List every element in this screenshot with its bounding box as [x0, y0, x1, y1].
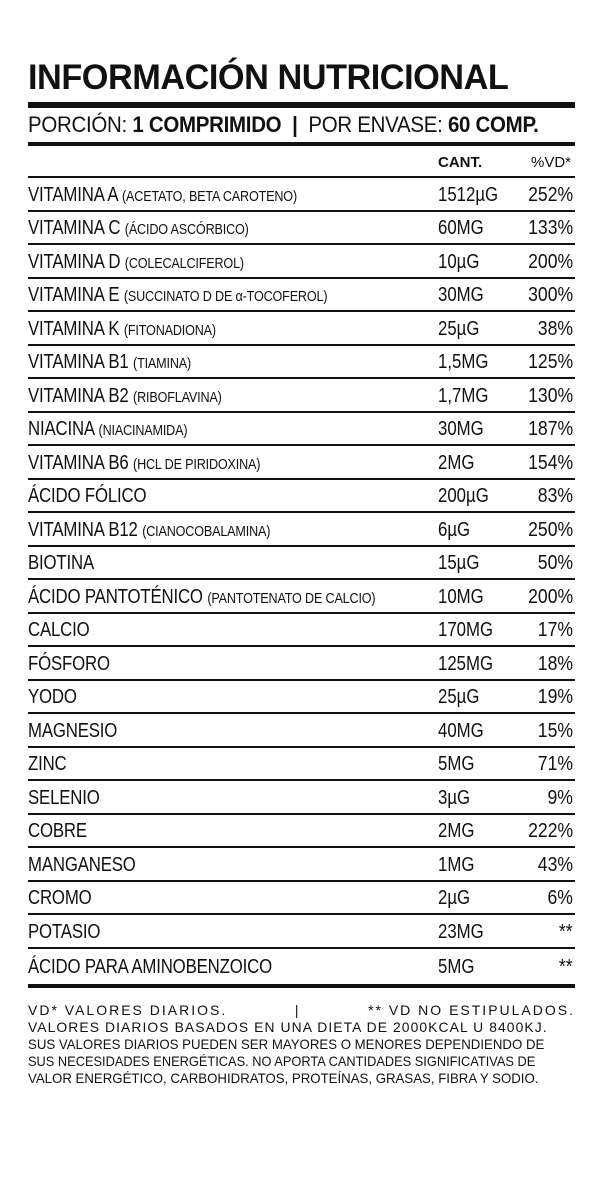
footnote [28, 1002, 575, 1087]
nutrient-name [28, 956, 272, 979]
portion-label: PORCIÓN: [28, 112, 127, 137]
nutrient-name [28, 485, 146, 508]
nutrient-amount: 23MG [438, 920, 484, 943]
nutrient-label: SELENIO [28, 786, 100, 809]
nutrient-name [28, 820, 87, 843]
serving-separator: | [292, 112, 298, 137]
nutrient-daily-value: 50% [537, 552, 573, 574]
footnote-line-3: SUS VALORES DIARIOS PUEDEN SER MAYORES O MENORES DEPENDIENDO DE [28, 1036, 545, 1052]
nutrient-label: ÁCIDO FÓLICO [28, 485, 147, 507]
nutrient-amount: 1512µG [438, 183, 499, 206]
nutrient-label: MANGANESO [28, 853, 136, 876]
nutrient-amount: 3µG [438, 786, 471, 809]
nutrient-label: ÁCIDO PARA AMINOBENZOICO [28, 956, 272, 978]
nutrient-daily-value: 200% [527, 585, 573, 608]
table-row [28, 178, 575, 212]
nutrient-amount: 2MG [438, 820, 475, 842]
nutrient-amount: 60MG [438, 217, 484, 239]
table-row [28, 580, 575, 614]
nutrient-name [28, 653, 110, 676]
nutrient-name [28, 586, 375, 609]
nutrient-amount: 10µG [438, 250, 480, 273]
nutrient-daily-value: 17% [537, 619, 573, 641]
table-row [28, 949, 575, 983]
nutrient-amount: 5MG [438, 753, 475, 775]
nutrient-source: (RIBOFLAVINA) [133, 388, 222, 406]
nutrient-label: POTASIO [28, 920, 101, 943]
nutrient-source: (ÁCIDO ASCÓRBICO) [124, 221, 249, 238]
nutrient-daily-value: 71% [537, 753, 573, 775]
nutrient-daily-value: 38% [537, 317, 573, 340]
nutrient-amount: 6µG [438, 518, 471, 541]
table-row [28, 513, 575, 547]
nutrient-name [28, 787, 100, 810]
nutrient-daily-value: 252% [527, 183, 573, 206]
nutrient-daily-value: 300% [527, 284, 573, 306]
nutrient-amount: 1MG [438, 853, 475, 876]
nutrient-name [28, 251, 244, 274]
nutrient-source: (NIACINAMIDA) [98, 422, 188, 439]
nutrient-label: NIACINA [28, 418, 95, 440]
nutrient-label: ÁCIDO PANTOTÉNICO [28, 585, 203, 608]
table-row [28, 614, 575, 648]
nutrient-daily-value: 200% [527, 250, 573, 273]
nutrient-amount: 5MG [438, 956, 475, 978]
nutrient-label: VITAMINA B2 [28, 384, 129, 407]
serving-info [28, 108, 577, 142]
nutrient-daily-value: 222% [527, 820, 573, 842]
nutrient-daily-value: 19% [537, 686, 573, 708]
portion-value: 1 COMPRIMIDO [132, 112, 282, 137]
nutrition-facts-panel [28, 58, 575, 1087]
nutrient-daily-value: ** [559, 920, 573, 943]
footnote-line-1 [28, 1002, 575, 1019]
page-title: INFORMACIÓN NUTRICIONAL [28, 58, 509, 97]
nutrient-source: (FITONADIONA) [123, 321, 216, 339]
nutrient-amount: 10MG [438, 585, 484, 608]
nutrient-daily-value: 15% [537, 719, 573, 742]
nutrient-daily-value: 154% [527, 451, 573, 474]
nutrient-daily-value: 250% [527, 518, 573, 541]
nutrient-name [28, 217, 249, 240]
nutrient-source: (CIANOCOBALAMINA) [142, 522, 271, 540]
nutrient-name [28, 284, 327, 307]
table-row [28, 815, 575, 849]
nutrient-label: VITAMINA K [28, 317, 120, 340]
nutrient-amount: 15µG [438, 552, 480, 574]
footnote-line-4: SUS NECESIDADES ENERGÉTICAS. NO APORTA CANTIDADES SIGNIFICATIVAS DE [28, 1053, 536, 1069]
table-row [28, 212, 575, 246]
table-row [28, 312, 575, 346]
dv-column-header: %VD* [530, 154, 571, 171]
nutrient-daily-value: 187% [527, 418, 573, 440]
nutrient-daily-value: ** [559, 956, 573, 978]
nutrient-daily-value: 43% [537, 853, 573, 876]
nutrient-source: (HCL DE PIRIDOXINA) [133, 455, 261, 473]
nutrient-label: VITAMINA E [28, 284, 120, 306]
nutrient-name [28, 686, 77, 709]
nutrient-name [28, 887, 92, 910]
nutrient-label: VITAMINA B1 [28, 351, 129, 373]
table-row [28, 446, 575, 480]
nutrient-amount: 170MG [438, 619, 494, 641]
nutrient-label: VITAMINA B12 [28, 518, 138, 541]
not-established-legend: ** VD NO ESTIPULADOS. [368, 1002, 575, 1018]
footnote-separator: | [294, 1002, 301, 1018]
nutrient-amount: 40MG [438, 719, 484, 742]
nutrient-source: (PANTOTENATO DE CALCIO) [207, 589, 376, 607]
nutrient-amount: 1,7MG [438, 384, 489, 407]
nutrient-name [28, 619, 90, 642]
nutrient-amount: 1,5MG [438, 351, 489, 373]
nutrient-daily-value: 18% [537, 652, 573, 675]
nutrient-label: COBRE [28, 820, 87, 842]
nutrient-source: (COLECALCIFEROL) [124, 254, 244, 272]
table-header [28, 146, 575, 176]
nutrient-amount: 25µG [438, 686, 480, 708]
nutrient-amount: 2MG [438, 451, 475, 474]
nutrient-source: (TIAMINA) [133, 355, 192, 372]
nutrient-daily-value: 6% [547, 887, 573, 909]
nutrient-source: (ACETATO, BETA CAROTENO) [122, 187, 297, 205]
nutrient-label: VITAMINA A [28, 183, 118, 206]
table-row [28, 413, 575, 447]
nutrient-source: (SUCCINATO D DE α-TOCOFEROL) [123, 288, 328, 305]
nutrient-table [28, 176, 575, 982]
nutrient-daily-value: 9% [547, 786, 573, 809]
nutrient-name [28, 351, 191, 374]
nutrient-label: MAGNESIO [28, 719, 118, 742]
nutrient-daily-value: 83% [537, 485, 573, 507]
table-row [28, 346, 575, 380]
nutrient-daily-value: 130% [527, 384, 573, 407]
nutrient-name [28, 452, 260, 475]
table-row [28, 647, 575, 681]
nutrient-name [28, 519, 270, 542]
nutrient-name [28, 385, 222, 408]
nutrient-name [28, 184, 297, 207]
table-row [28, 547, 575, 581]
table-row [28, 279, 575, 313]
nutrient-daily-value: 133% [527, 217, 573, 239]
dv-legend: VD* VALORES DIARIOS. [28, 1002, 228, 1018]
nutrient-label: YODO [28, 686, 77, 708]
table-row [28, 245, 575, 279]
container-value: 60 COMP. [447, 112, 539, 137]
footnote-line-5: VALOR ENERGÉTICO, CARBOHIDRATOS, PROTEÍNAS, GRASAS, FIBRA Y SODIO. [28, 1070, 539, 1086]
table-bottom-divider [28, 984, 575, 988]
table-row [28, 781, 575, 815]
nutrient-label: VITAMINA D [28, 250, 121, 273]
table-row [28, 748, 575, 782]
footnote-line-2: VALORES DIARIOS BASADOS EN UNA DIETA DE 2000KCAL U 8400KJ. [28, 1019, 548, 1035]
nutrient-amount: 30MG [438, 284, 484, 306]
table-row [28, 681, 575, 715]
nutrient-name [28, 921, 100, 944]
table-row [28, 882, 575, 916]
table-row [28, 915, 575, 949]
nutrient-label: BIOTINA [28, 552, 95, 574]
nutrient-amount: 2µG [438, 887, 471, 909]
nutrient-name [28, 318, 216, 341]
nutrient-name [28, 753, 67, 776]
nutrient-name [28, 418, 187, 441]
table-row [28, 379, 575, 413]
nutrient-label: CALCIO [28, 619, 90, 641]
amount-column-header: CANT. [438, 154, 483, 171]
table-row [28, 480, 575, 514]
nutrient-label: ZINC [28, 753, 67, 775]
nutrient-label: VITAMINA C [28, 217, 121, 239]
nutrient-amount: 25µG [438, 317, 480, 340]
nutrient-name [28, 854, 136, 877]
nutrient-amount: 125MG [438, 652, 494, 675]
table-row [28, 714, 575, 748]
nutrient-amount: 200µG [438, 485, 489, 507]
nutrient-label: VITAMINA B6 [28, 451, 129, 474]
table-row [28, 848, 575, 882]
nutrient-name [28, 552, 94, 575]
nutrient-amount: 30MG [438, 418, 484, 440]
nutrient-daily-value: 125% [527, 351, 573, 373]
nutrient-label: FÓSFORO [28, 652, 110, 675]
container-label: POR ENVASE: [308, 112, 443, 137]
nutrient-label: CROMO [28, 887, 92, 909]
nutrient-name [28, 720, 117, 743]
